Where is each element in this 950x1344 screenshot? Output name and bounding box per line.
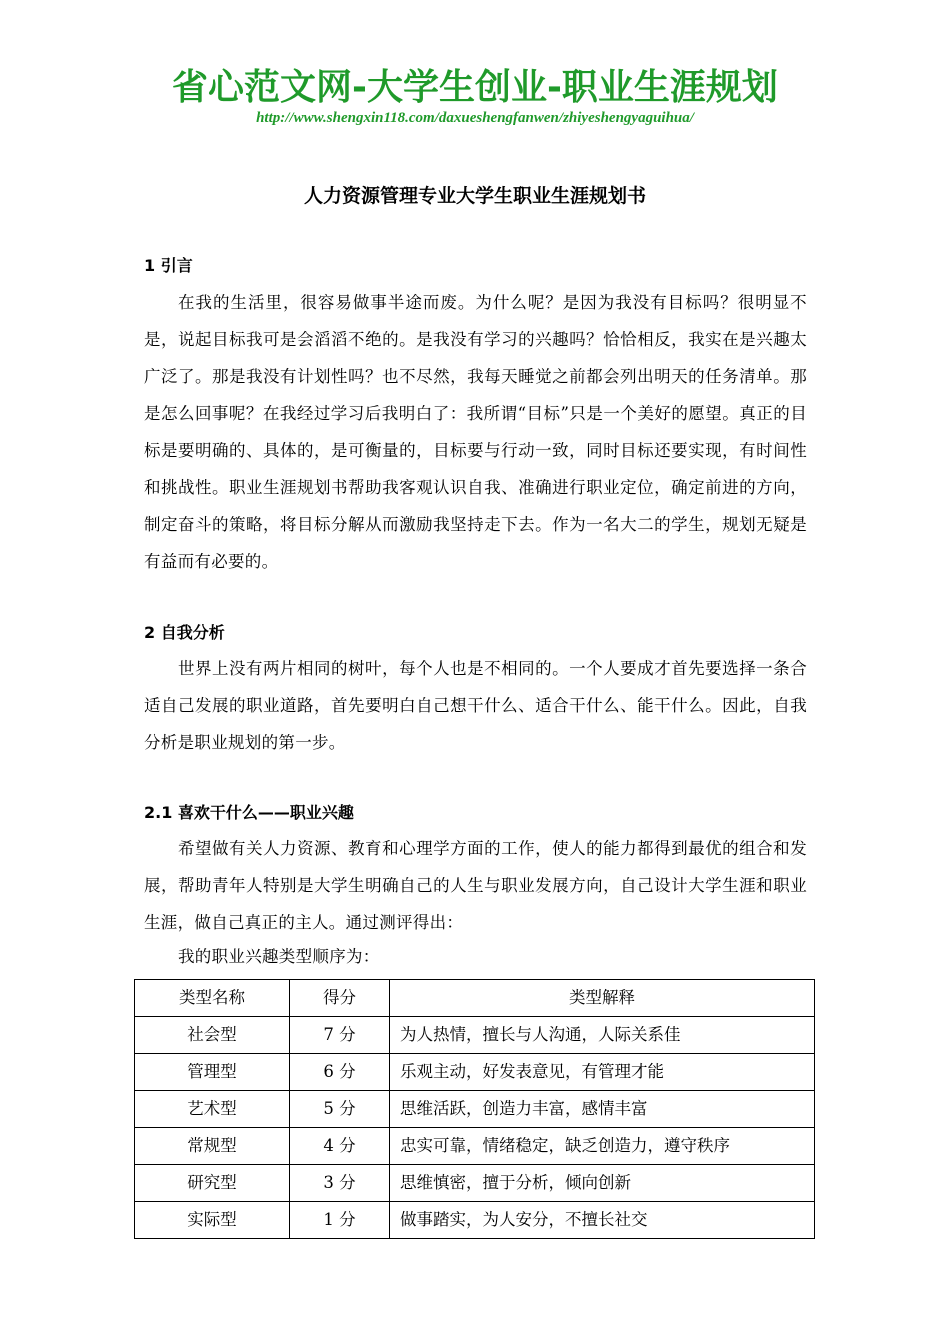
section-intro <box>144 254 807 278</box>
table-row <box>135 1128 815 1165</box>
table-cell: 管理型 <box>135 1054 290 1091</box>
table-cell: 为人热情，擅长与人沟通，人际关系佳 <box>390 1017 815 1054</box>
table-cell: 思维慎密，擅于分析，倾向创新 <box>390 1165 815 1202</box>
table-cell: 4 分 <box>290 1128 390 1165</box>
section-intro-body <box>144 284 807 580</box>
self-analysis-paragraph: 世界上没有两片相同的树叶，每个人也是不相同的。一个人要成才首先要选择一条合适自己发展的职业道路，首先要明白自己想干什么、适合干什么、能干什么。因此，自我分析是职业规划的第一步。 <box>144 659 807 752</box>
section-self-analysis <box>144 621 807 645</box>
site-url[interactable]: http://www.shengxin118.com/daxueshengfanwen/zhiyeshengyaguihua/ <box>256 110 694 126</box>
table-cell: 乐观主动，好发表意见，有管理才能 <box>390 1054 815 1091</box>
table-cell: 思维活跃，创造力丰富，感情丰富 <box>390 1091 815 1128</box>
table-header-row <box>135 980 815 1017</box>
section-interest <box>144 801 807 825</box>
table-cell: 1 分 <box>290 1202 390 1239</box>
table-row <box>135 1202 815 1239</box>
table-header-cell: 类型名称 <box>135 980 290 1017</box>
table-intro-text: 我的职业兴趣类型顺序为： <box>178 947 380 966</box>
table-cell: 忠实可靠，情绪稳定，缺乏创造力，遵守秩序 <box>390 1128 815 1165</box>
document-title: 人力资源管理专业大学生职业生涯规划书 <box>303 185 646 207</box>
table-cell: 6 分 <box>290 1054 390 1091</box>
intro-paragraph: 在我的生活里，很容易做事半途而废。为什么呢？是因为我没有目标吗？很明显不是，说起目标我可是会滔滔不绝的。是我没有学习的兴趣吗？恰恰相反，我实在是兴趣太广泛了。那是我没有计划性吗？也不尽然，我每天睡觉之前都会列出明天的任务清单。那是怎么回事呢？在我经过学习后我明白了：我所谓“目标”只是一个美好的愿望。真正的目标是要明确的、具体的，是可衡量的，目标要与行动一致，同时目标还要实现，有时间性和挑战性。职业生涯规划书帮助我客观认识自我、准确进行职业定位，确定前进的方向，制定奋斗的策略，将目标分解从而激励我坚持走下去。作为一名大二的学生，规划无疑是有益而有必要的。 <box>144 293 807 571</box>
table-cell: 做事踏实，为人安分，不擅长社交 <box>390 1202 815 1239</box>
table-cell: 社会型 <box>135 1017 290 1054</box>
table-cell: 艺术型 <box>135 1091 290 1128</box>
table-header-cell: 类型解释 <box>390 980 815 1017</box>
table-intro <box>144 940 807 974</box>
section-self-analysis-body <box>144 650 807 761</box>
table-row <box>135 1091 815 1128</box>
interest-table <box>134 979 815 1239</box>
site-title: 省心范文网-大学生创业-职业生涯规划 <box>172 67 778 108</box>
table-row <box>135 1165 815 1202</box>
interest-paragraph: 希望做有关人力资源、教育和心理学方面的工作，使人的能力都得到最优的组合和发展，帮助青年人特别是大学生明确自己的人生与职业发展方向，自己设计大学生涯和职业生涯，做自己真正的主人。通过测评得出： <box>144 839 807 932</box>
table-cell: 研究型 <box>135 1165 290 1202</box>
table-cell: 3 分 <box>290 1165 390 1202</box>
table-cell: 5 分 <box>290 1091 390 1128</box>
table-header-cell: 得分 <box>290 980 390 1017</box>
table-cell: 常规型 <box>135 1128 290 1165</box>
section-interest-body <box>144 830 807 941</box>
table-row <box>135 1054 815 1091</box>
section-heading-intro: 1 引言 <box>144 256 193 275</box>
table-cell: 7 分 <box>290 1017 390 1054</box>
table-cell: 实际型 <box>135 1202 290 1239</box>
section-heading-interest: 2.1 喜欢干什么——职业兴趣 <box>144 803 354 822</box>
table-row <box>135 1017 815 1054</box>
section-heading-self-analysis: 2 自我分析 <box>144 623 225 642</box>
